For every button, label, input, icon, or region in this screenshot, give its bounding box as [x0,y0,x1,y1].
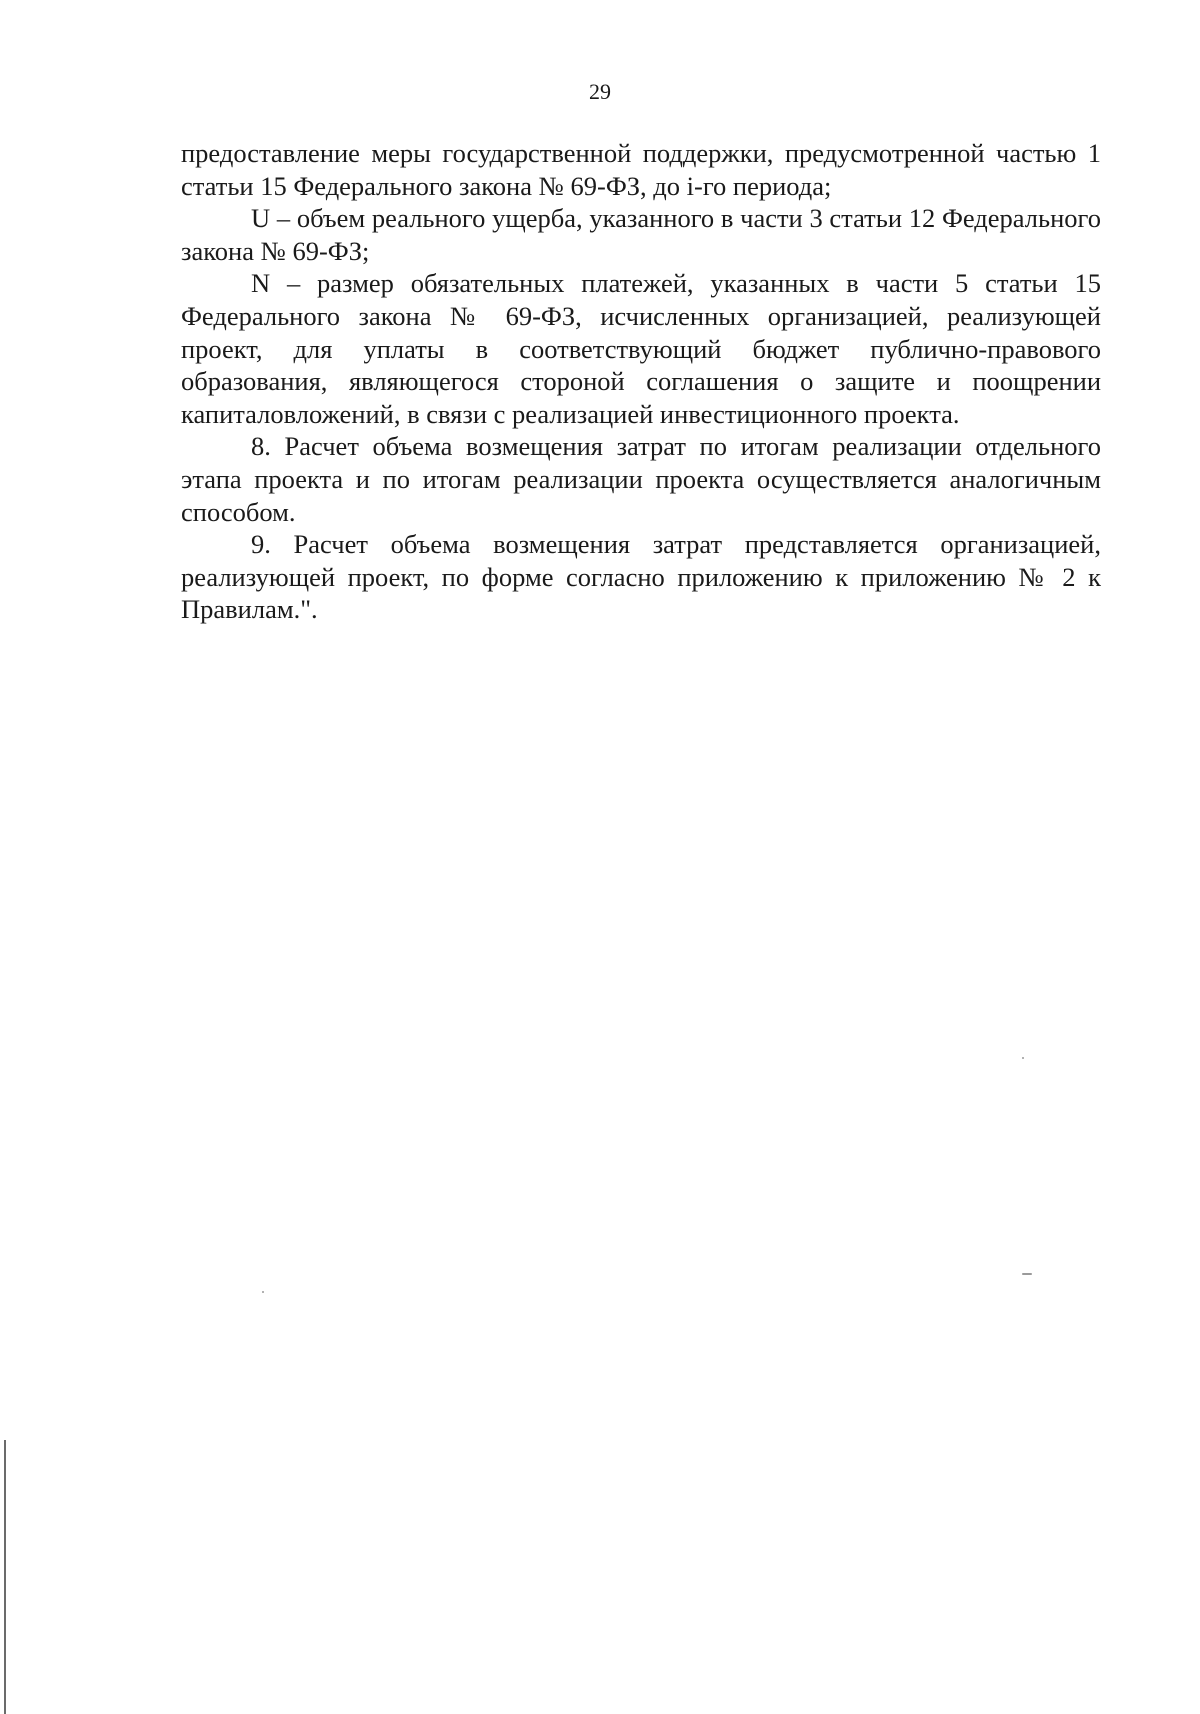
document-body [181,137,1101,626]
paragraph-definition-n: N – размер обязательных платежей, указанных в части 5 статьи 15 Федерального закона № 69-ФЗ, исчисленных организацией, реализующей проект, для уплаты в соответствующий бюджет публично-правового образования, являющегося стороной соглашения о защите и поощрении капиталовложений, в связи с реализацией инвестиционного проекта. [181,268,1101,429]
scan-speck [1022,1273,1032,1275]
page-number: 29 [589,79,611,104]
scan-speck [262,1291,264,1293]
scan-edge-line [4,1440,6,1714]
paragraph-item-8: 8. Расчет объема возмещения затрат по итогам реализации отдельного этапа проекта и по итогам реализации проекта осуществляется аналогичным способом. [181,431,1101,527]
paragraph-continuation: предоставление меры государственной поддержки, предусмотренной частью 1 статьи 15 Федерального закона № 69-ФЗ, до i-го периода; [181,138,1101,201]
paragraph-definition-u: U – объем реального ущерба, указанного в части 3 статьи 12 Федерального закона № 69-ФЗ; [181,203,1101,266]
scan-speck [1022,1057,1024,1059]
paragraph-item-9: 9. Расчет объема возмещения затрат представляется организацией, реализующей проект, по форме согласно приложению к приложению № 2 к Правилам.". [181,529,1101,625]
